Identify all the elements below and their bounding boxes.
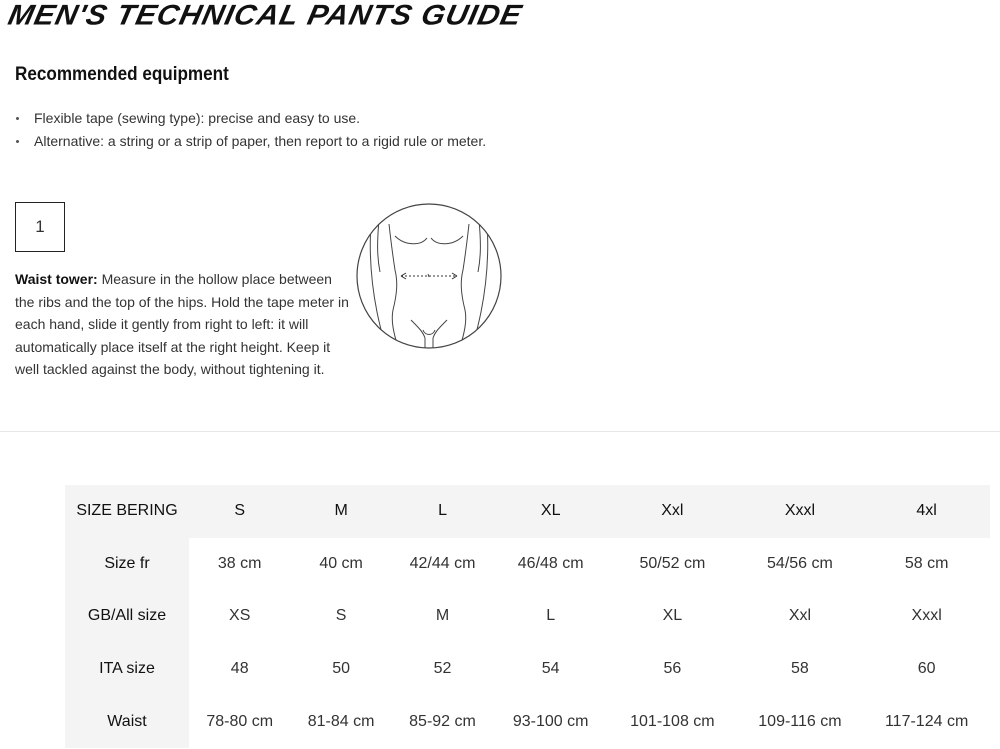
size-table	[65, 485, 990, 748]
list-item: Alternative: a string or a strip of paper, then report to a rigid rule or meter.	[15, 131, 486, 154]
table-cell: 101-108 cm	[630, 712, 715, 730]
table-cell: 60	[917, 660, 936, 678]
table-cell: XL	[662, 607, 683, 625]
table-cell: 40 cm	[319, 554, 363, 572]
step-label: Waist tower:	[15, 271, 98, 287]
equipment-list	[15, 108, 486, 154]
table-cell: L	[546, 607, 556, 625]
table-cell: 93-100 cm	[512, 712, 589, 730]
waist-measurement-icon	[355, 202, 503, 350]
table-cell: 52	[433, 660, 452, 678]
table-header-row	[65, 485, 990, 538]
table-header-cell: XL	[493, 485, 608, 538]
table-cell: 58	[791, 660, 809, 678]
table-cell: XS	[229, 607, 251, 625]
table-cell: 58 cm	[904, 554, 949, 572]
list-item: Flexible tape (sewing type): precise and easy to use.	[15, 108, 486, 131]
table-cell: 109-116 cm	[758, 712, 842, 730]
table-header-cell: Xxxl	[737, 485, 864, 538]
table-cell: Xxl	[788, 607, 812, 625]
table-row	[65, 538, 990, 591]
table-row	[65, 695, 990, 748]
table-cell: 85-92 cm	[409, 712, 476, 730]
table-cell: 81-84 cm	[307, 712, 375, 730]
table-cell: 48	[230, 660, 249, 678]
table-cell: 50/52 cm	[639, 554, 706, 572]
table-cell: 56	[663, 660, 682, 678]
table-cell: 54/56 cm	[767, 554, 833, 572]
table-header-cell: SIZE BERING	[65, 485, 189, 538]
table-header-cell: M	[290, 485, 391, 538]
row-label: ITA size	[65, 643, 189, 696]
table-cell: 42/44 cm	[409, 554, 476, 572]
row-label: GB/All size	[65, 590, 189, 643]
table-header-cell: S	[189, 485, 290, 538]
step-number: 1	[35, 217, 45, 236]
table-cell: 54	[541, 660, 560, 678]
table-header-cell: Xxl	[608, 485, 736, 538]
step-text: Measure in the hollow place between the ribs and the top of the hips. Hold the tape meter in each hand, slide it gently from right to left: it will automatically place itself at the right height. Keep it well tackled against the body, without tightening it.	[15, 271, 349, 378]
table-cell: 78-80 cm	[206, 712, 274, 730]
table-cell: 50	[332, 660, 350, 678]
table-cell: S	[335, 607, 347, 625]
table-cell: M	[435, 607, 450, 625]
table-row	[65, 590, 990, 643]
table-cell: 46/48 cm	[517, 554, 584, 572]
table-cell: 117-124 cm	[884, 712, 969, 730]
table-cell: 38 cm	[217, 554, 262, 572]
table-row	[65, 643, 990, 696]
table-header-cell: L	[392, 485, 493, 538]
step-number-box	[15, 202, 65, 252]
step-description	[15, 268, 355, 381]
section-divider	[0, 431, 1000, 432]
row-label: Size fr	[65, 538, 189, 591]
table-cell: Xxxl	[911, 607, 942, 625]
row-label: Waist	[65, 695, 189, 748]
equipment-heading: Recommended equipment	[15, 64, 229, 85]
page-title: MEN'S TECHNICAL PANTS GUIDE	[5, 0, 526, 32]
table-header-cell: 4xl	[863, 485, 990, 538]
